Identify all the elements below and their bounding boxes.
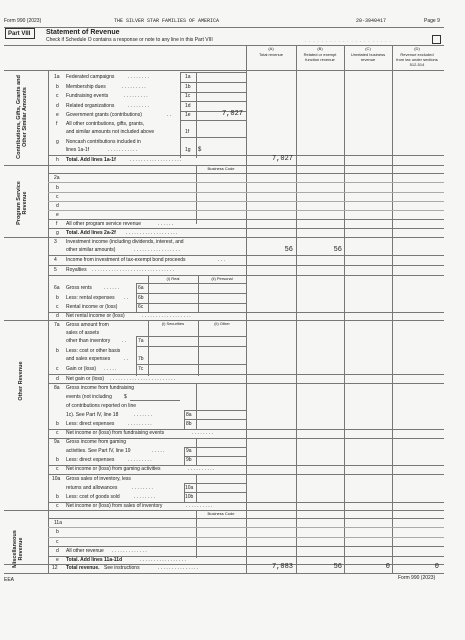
- line-1h: Total. Add lines 1a-1f: [66, 157, 116, 163]
- line-8c: Net income or (loss) from fundraising events: [66, 430, 165, 436]
- line-10a-a: Gross sales of inventory, less: [66, 476, 131, 482]
- line-8a-a: Gross income from fundraising: [66, 385, 135, 391]
- part-label: Part VIII: [8, 30, 31, 37]
- col-c-letter: (C): [365, 46, 371, 51]
- line-3-b: other similar amounts): [66, 247, 116, 253]
- line-9b: Less: direct expenses: [66, 457, 115, 463]
- sales-other-header: (ii) Other: [214, 321, 230, 326]
- program-business-code: Business Code: [207, 166, 235, 171]
- line-3-col-a: 56: [284, 246, 293, 254]
- line-12-instructions: See instructions: [104, 565, 140, 571]
- line-11d: All other revenue: [66, 548, 104, 554]
- schedule-o-checkbox[interactable]: [432, 35, 441, 44]
- line-7b-b: and sales expenses: [66, 356, 111, 362]
- section-contributions: Contributions, Gifts, Grants and Other Similar Amounts: [16, 75, 29, 159]
- total-revenue-col-c: 0: [385, 563, 390, 571]
- section-misc-revenue: Miscellaneous Revenue: [12, 530, 25, 568]
- line-7a-a: Gross amount from: [66, 322, 109, 328]
- total-revenue-col-d: 0: [434, 563, 439, 571]
- total-revenue-col-b: 56: [333, 563, 342, 571]
- line-1d: Related organizations: [66, 103, 115, 109]
- col-a-label: Total revenue: [258, 52, 283, 57]
- line-1e: Government grants (contributions): [66, 112, 142, 118]
- section-other-revenue: Other Revenue: [18, 361, 24, 401]
- line-1a: Federated campaigns: [66, 74, 115, 80]
- line-1e-value: 7,027: [221, 110, 243, 118]
- line-5: Royalties: [66, 267, 87, 273]
- line-10a-b: returns and allowances: [66, 485, 118, 491]
- col-b-label: Related or exempt function revenue: [303, 52, 337, 62]
- line-8a-d: 1c). See Part IV, line 18: [66, 412, 119, 418]
- line-7a-c: other than inventory: [66, 338, 111, 344]
- line-1h-value: 7,027: [271, 155, 293, 163]
- part-label-box: [5, 28, 35, 39]
- line-3-a: Investment income (including dividends, interest, and: [66, 239, 184, 245]
- line-12-label: Total revenue.: [66, 565, 100, 571]
- rents-real-header: (i) Real: [166, 276, 180, 281]
- page-number: Page 9: [424, 18, 440, 24]
- line-1f-b: and similar amounts not included above: [66, 129, 155, 135]
- rents-personal-header: (ii) Personal: [211, 276, 233, 281]
- line-6a: Gross rents: [66, 285, 92, 291]
- line-2g: Total. Add lines 2a-2f: [66, 230, 116, 236]
- section-program-service: Program Service Revenue: [16, 181, 29, 225]
- line-8a-c: of contributions reported on line: [66, 403, 137, 409]
- col-d-label: Revenue excluded from tax under sections 512-514: [396, 52, 438, 67]
- schedule-o-text: Check if Schedule O contains a response or note to any line in this Part VIII: [46, 37, 213, 43]
- misc-business-code: Business Code: [207, 511, 235, 516]
- line-10b: Less: cost of goods sold: [66, 494, 120, 500]
- col-d-letter: (D): [414, 46, 420, 51]
- org-name: THE SILVER STAR FAMILIES OF AMERICA: [114, 18, 220, 24]
- line-1g-a: Noncash contributions included in: [66, 139, 141, 145]
- line-11e: Total. Add lines 11a-11d: [66, 557, 123, 563]
- ein: 20-3940417: [356, 18, 387, 24]
- line-7d: Net gain or (loss): [66, 376, 105, 382]
- footer-eea: EEA: [4, 577, 15, 583]
- line-8a-b: events (not including: [66, 394, 112, 400]
- line-1f-a: All other contributions, gifts, grants,: [66, 121, 145, 127]
- form-id: Form 990 (2023): [4, 18, 42, 24]
- line-1c: Fundraising events: [66, 93, 109, 99]
- footer-form-id: Form 990 (2023): [398, 575, 436, 581]
- line-9c: Net income or (loss) from gaming activities: [66, 466, 161, 472]
- col-b-letter: (B): [317, 46, 323, 51]
- line-7a-b: sales of assets: [66, 330, 100, 336]
- line-6b: Less: rental expenses: [66, 295, 115, 301]
- line-1g-b: lines 1a-1f: [66, 147, 90, 153]
- sales-securities-header: (i) Securities: [161, 321, 185, 326]
- total-revenue-col-a: 7,083: [271, 563, 293, 571]
- line-3-col-b: 56: [333, 246, 342, 254]
- line-2f: All other program service revenue: [66, 221, 142, 227]
- part-title: Statement of Revenue: [46, 29, 120, 36]
- col-a-letter: (A): [268, 46, 274, 51]
- line-6c: Rental income or (loss): [66, 304, 118, 310]
- col-c-label: Unrelated business revenue: [350, 52, 386, 62]
- line-4: Income from investment of tax-exempt bond proceeds: [66, 257, 186, 263]
- line-7b-a: Less: cost or other basis: [66, 348, 121, 354]
- line-9a-b: activities. See Part IV, line 19: [66, 448, 131, 454]
- line-10c: Net income or (loss) from sales of inventory: [66, 503, 163, 509]
- line-6d: Net rental income or (loss): [66, 313, 125, 319]
- line-1b: Membership dues: [66, 84, 106, 90]
- line-9a-a: Gross income from gaming: [66, 439, 127, 445]
- line-7c: Gain or (loss): [66, 366, 97, 372]
- line-8b: Less: direct expenses: [66, 421, 115, 427]
- line-1g-dollar: $: [198, 147, 202, 153]
- form-990-page-9: Form 990 (2023) THE SILVER STAR FAMILIES OF AMERICA 20-3940417 Page 9 Part VIII Statement of Revenue Check if Schedule O contains a response or note to any line in this Part VIII . . . . . . . . . . . . . . . . . . . . . (A) Total revenue (B) Related or exempt function revenue (C) Unrelated business revenue (D) Revenue excluded from tax under sections 512-514 Contributions, Gifts, Grants and Other Similar Amounts Program Service Revenue Other Revenue Miscellaneous Revenue 1a Federated campaigns . . . . . . . . 1a b Membership dues . . . . . . . . . 1b c Fundraising events . . . . . . . . . 1c d Related organizations . . . . . . . . 1d e Government grants (contributions) . . 1e 7,027 f All other contributions, gifts, grants, and similar amounts not included above 1f g Noncash contributions included in lines 1a-1f . . . . . . . . . . . 1g $ h Total. Add lines 1a-1f . . . . . . . . . . . . . . . . . . . 7,027 Business Code 2a b c d e f All other program service revenue . . . . . . g Total. Add lines 2a-2f . . . . . . . . . . . . . . . . . . . 3 Investment income (including dividends, interest, and other similar amounts) . . . . . . . . . . . . . . . . . 56 56 4 Income from investment of tax-exempt bond proceeds . . . 5 Royalties . . . . . . . . . . . . . . . . . . . . . . . . . . . . . . (i) Real (ii) Personal 6a Gross rents . . . . . . 6a b Less: rental expenses . . 6b c Rental income or (loss) 6c d Net rental income or (loss) . . . . . . . . . . . . . . . . . . (i) Securities (ii) Other 7a Gross amount from sales of assets other than inventory . . 7a b Less: cost or other basis and sales expenses . . 7b c Gain or (loss) . . . . . 7c d Net gain or (loss) . . . . . . . . . . . . . . . . . . . . . . . . 8a Gross income from fundraising events (not including $ of contributions reported on line 1c). See Part IV, line 18 . . . . . . . 8a b Less: direct expenses . . . . . . . . . 8b c Net income or (loss) from fundraising events . . . . . . . . 9a Gross income from gaming activities. See Part IV, line 19 . . . . . 9a b Less: direct expenses . . . . . . . . . 9b c Net income or (loss) from gaming activities . . . . . . . . . . 10a Gross sales of inventory, less returns and allowances . . . . . . . . 10a b Less: cost of goods sold . . . . . . . . 10b c Net income or (loss) from sales of inventory . . . . . . . . . . Business Code 11a b c d All other revenue . . . . . . . . . . . . . e Total. Add lines 11a-11d . . . . . . . . . . . . . . . . . 12 Total revenue. See instructions . . . . . . . . . . . . . . . 7,083 56 0 0 EEA Form 990 (2023): [0, 0, 465, 640]
